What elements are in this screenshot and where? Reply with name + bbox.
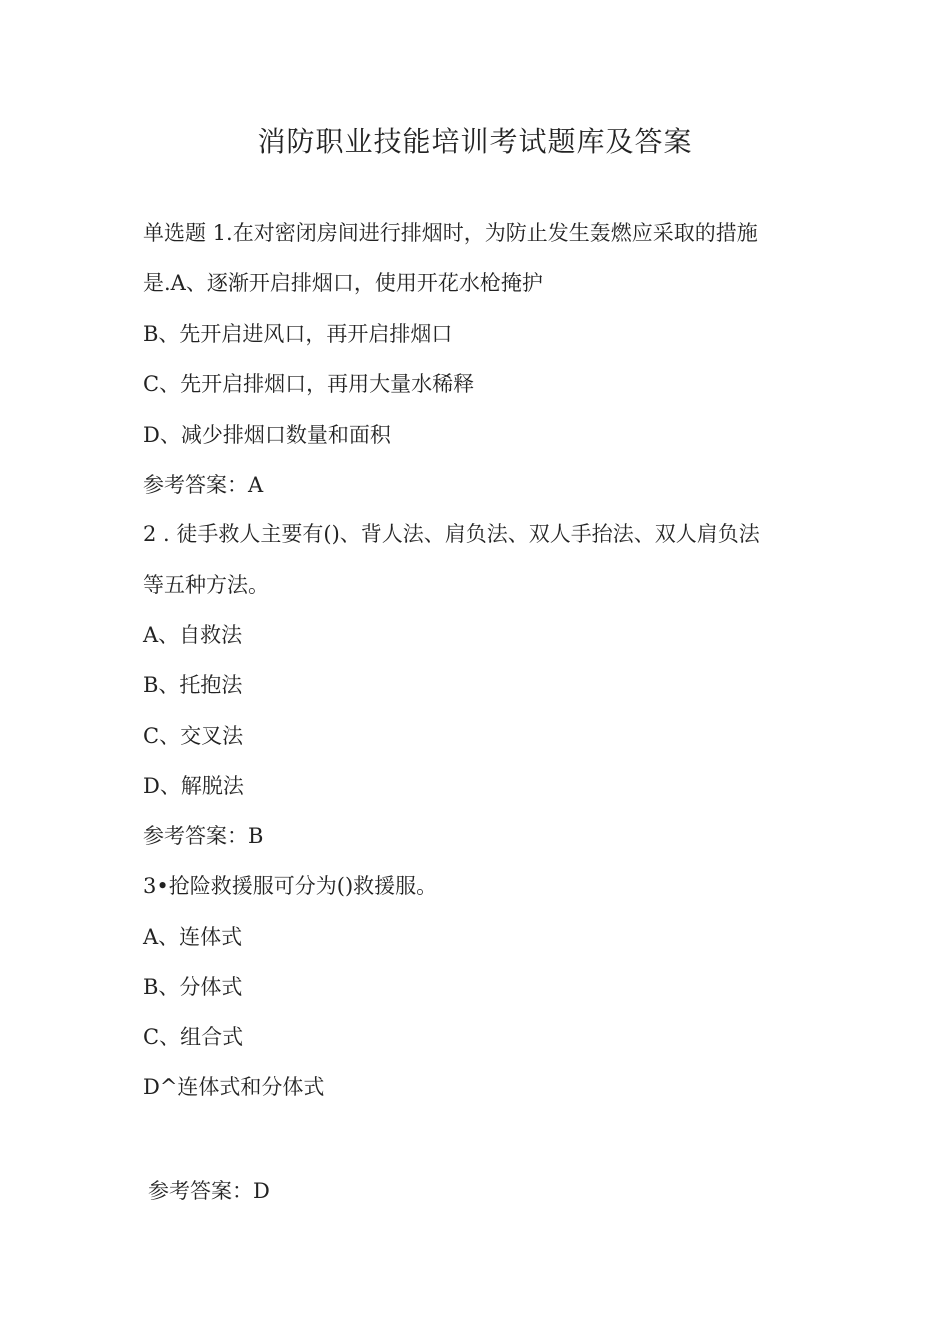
question-1-option-b: B、先开启进风口，再开启排烟口 <box>143 322 453 346</box>
question-1-option-c: C、先开启排烟口，再用大量水稀释 <box>143 372 475 396</box>
question-1-stem-line-1: 单选题 1.在对密闭房间进行排烟时，为防止发生轰燃应采取的措施 <box>143 221 758 245</box>
question-3-option-b: B、分体式 <box>143 975 243 999</box>
question-1-stem-line-2: 是.A、逐渐开启排烟口，使用开花水枪掩护 <box>143 271 543 295</box>
question-2-stem-line-2: 等五种方法。 <box>143 573 269 597</box>
question-2-option-b: B、托抱法 <box>143 673 243 697</box>
question-2-stem-line-1: 2 . 徒手救人主要有()、背人法、肩负法、双人手抬法、双人肩负法 <box>143 522 760 546</box>
question-3-option-a: A、连体式 <box>143 925 243 949</box>
question-2-option-a: A、自救法 <box>143 623 243 647</box>
question-1-answer: 参考答案：A <box>143 473 264 497</box>
question-2-option-c: C、交叉法 <box>143 724 244 748</box>
question-3-stem: 3•抢险救援服可分为()救援服。 <box>143 874 438 898</box>
question-3-option-c: C、组合式 <box>143 1025 244 1049</box>
question-3-option-d: D^连体式和分体式 <box>143 1075 325 1099</box>
question-1-option-d: D、减少排烟口数量和面积 <box>143 423 391 447</box>
question-2-answer: 参考答案：B <box>143 824 264 848</box>
question-2-option-d: D、解脱法 <box>143 774 244 798</box>
question-3-answer: 参考答案：D <box>148 1179 270 1203</box>
document-title: 消防职业技能培训考试题库及答案 <box>257 125 693 158</box>
